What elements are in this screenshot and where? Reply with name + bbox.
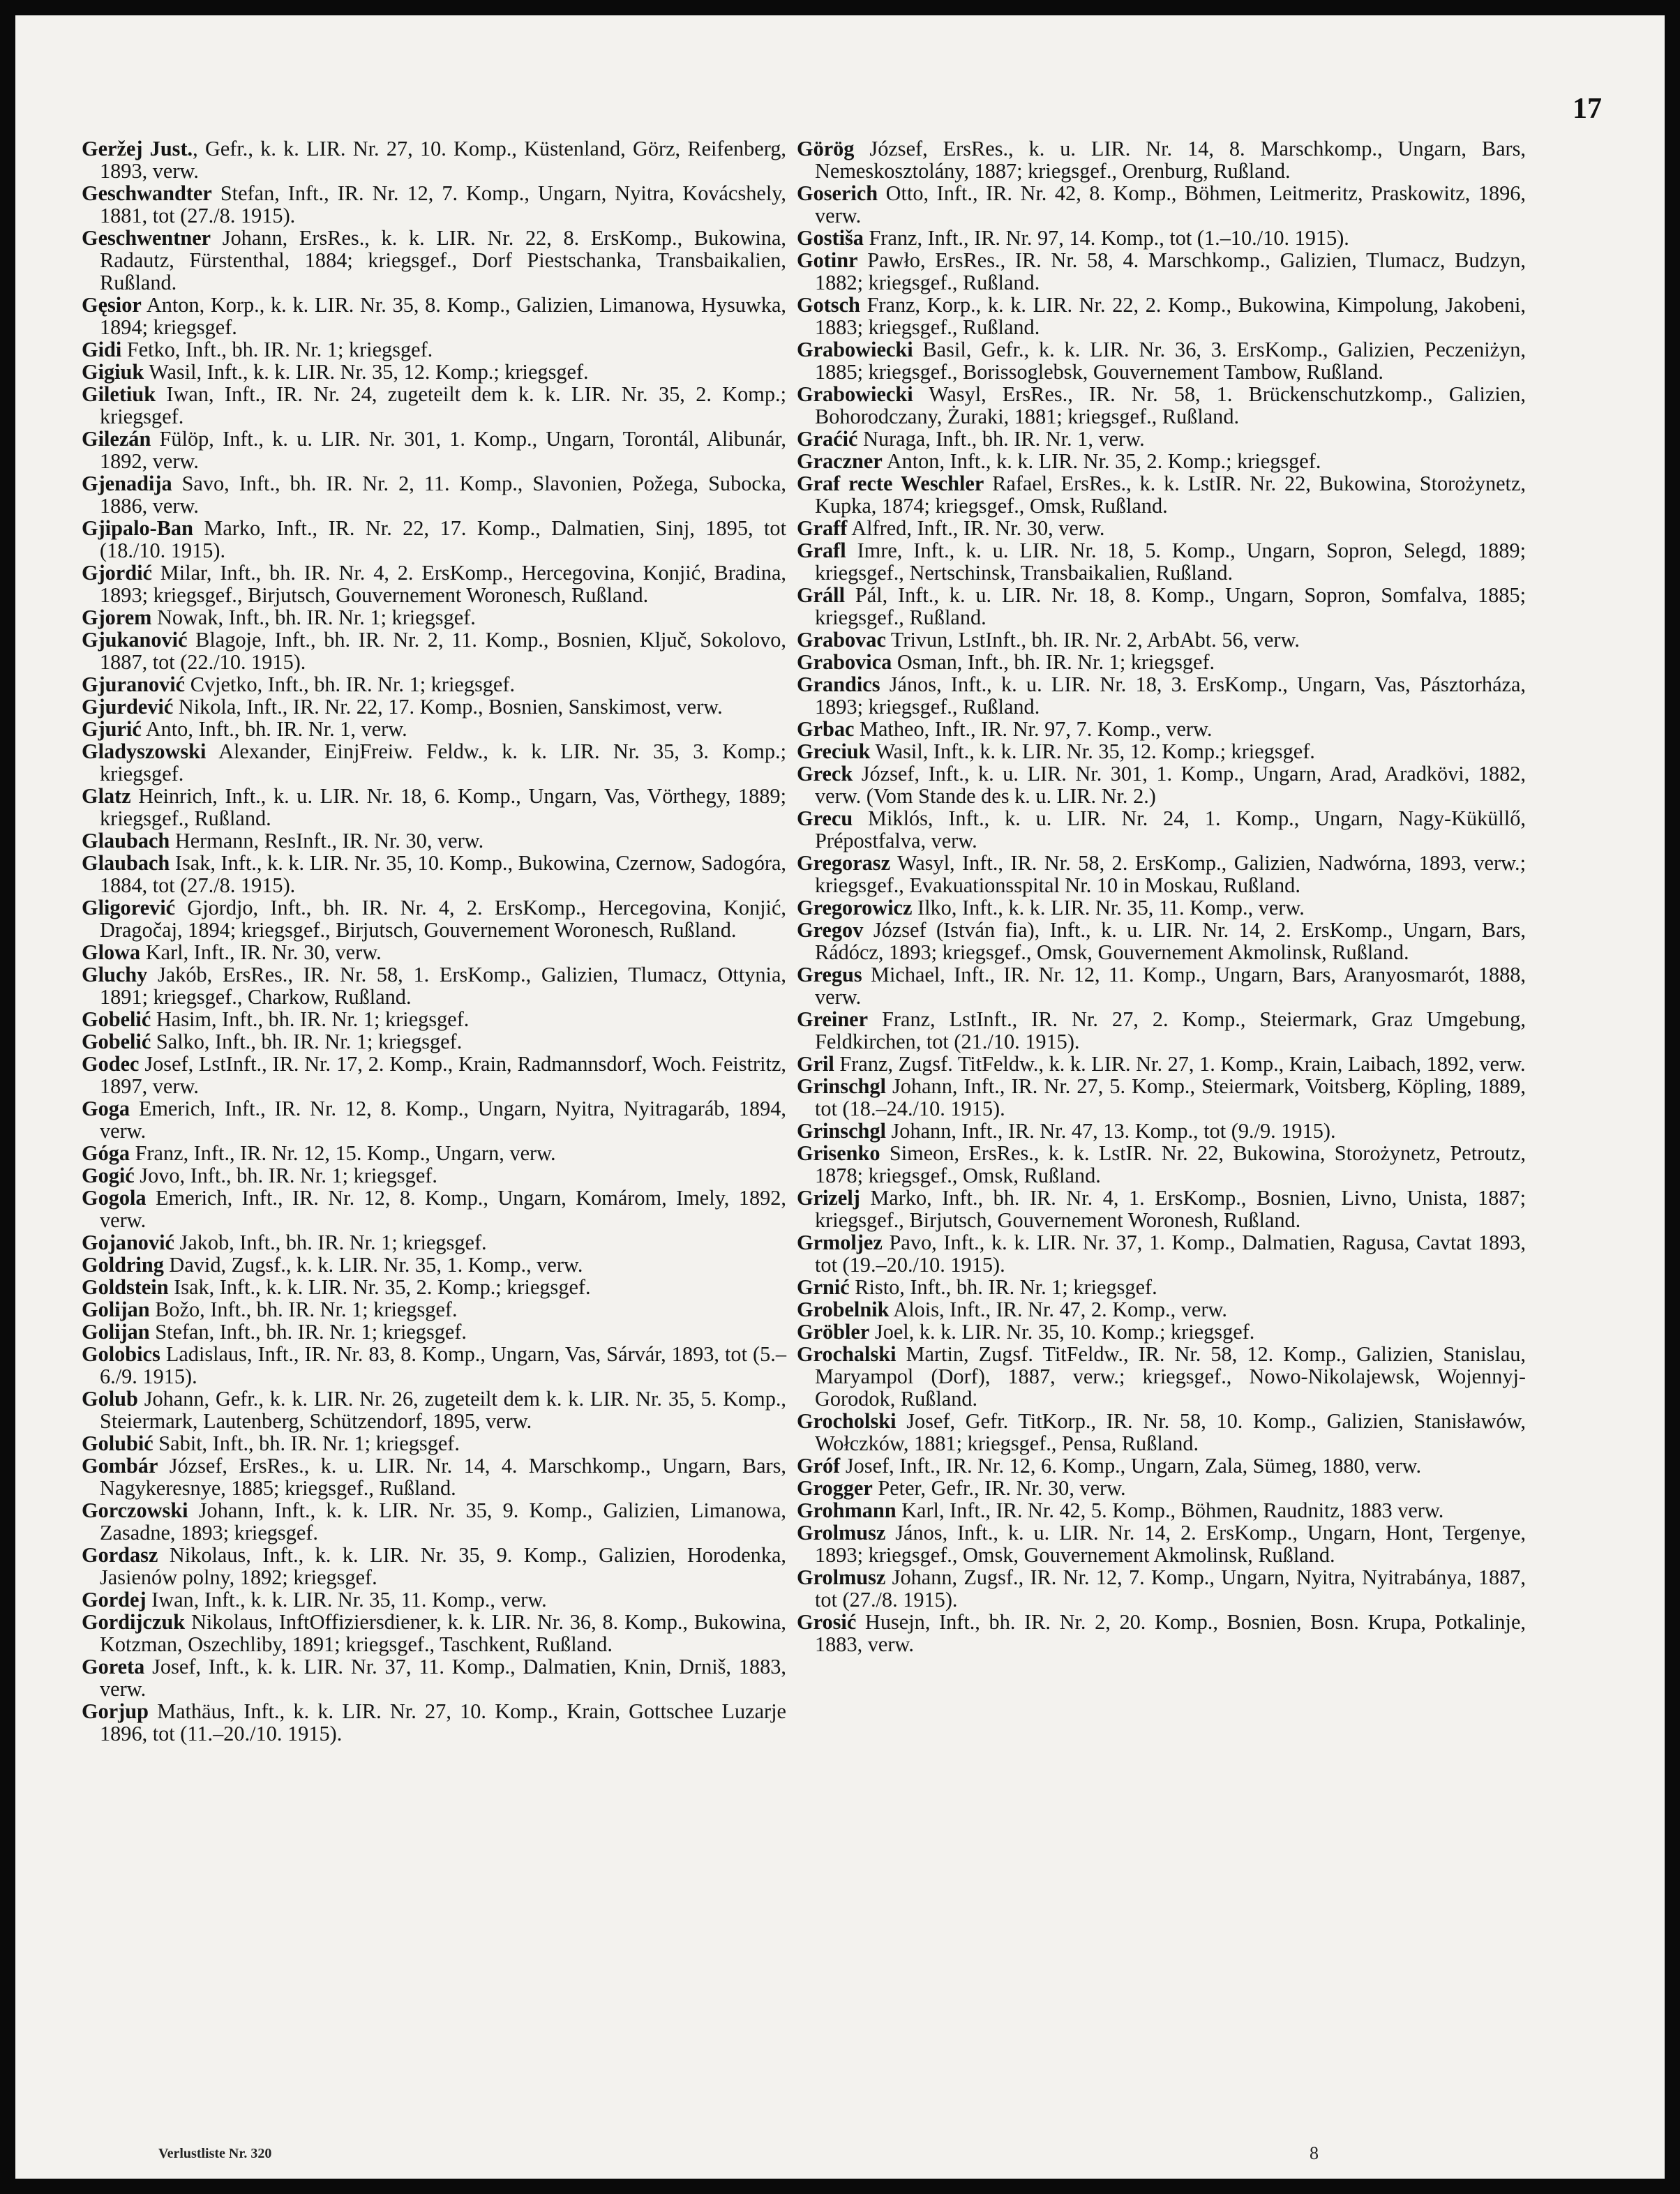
list-entry xyxy=(82,963,786,1008)
entry-details: Josef, Inft., k. k. LIR. Nr. 37, 11. Komp., Dalmatien, Knin, Drniš, 1883, verw. xyxy=(100,1655,786,1701)
entry-surname: Gigiuk xyxy=(82,360,144,384)
entry-details: Savo, Inft., bh. IR. Nr. 2, 11. Komp., Slavonien, Požega, Subocka, 1886, verw. xyxy=(100,472,786,518)
list-entry xyxy=(797,1455,1526,1477)
list-entry xyxy=(82,361,786,383)
entry-details: Pál, Inft., k. u. LIR. Nr. 18, 8. Komp., Ungarn, Sopron, Somfalva, 1885; kriegsgef., Rußland. xyxy=(815,583,1526,629)
list-entry xyxy=(797,1477,1526,1499)
entry-surname: Gojanović xyxy=(82,1231,174,1254)
entry-surname: Graćić xyxy=(797,427,858,451)
entry-surname: Gligorević xyxy=(82,896,176,919)
entry-details: Iwan, Inft., IR. Nr. 24, zugeteilt dem k. k. LIR. Nr. 35, 2. Komp.; kriegsgef. xyxy=(100,382,786,428)
entry-surname: Golijan xyxy=(82,1320,150,1344)
list-entry xyxy=(82,1343,786,1388)
entry-surname: Gjipalo-Ban xyxy=(82,516,193,540)
list-entry xyxy=(797,1410,1526,1455)
entry-details: Nikolaus, InftOffiziersdiener, k. k. LIR. Nr. 36, 8. Komp., Bukowina, Kotzman, Oszechliby, 1891; kriegsgef., Taschkent, Rußland. xyxy=(100,1610,786,1656)
entry-surname: Grochalski xyxy=(797,1342,897,1366)
entry-surname: Grocholski xyxy=(797,1409,897,1433)
list-entry xyxy=(82,1499,786,1544)
list-entry xyxy=(82,182,786,227)
entry-details: Risto, Inft., bh. IR. Nr. 1; kriegsgef. xyxy=(849,1275,1157,1299)
list-entry xyxy=(82,696,786,718)
list-entry xyxy=(797,1321,1526,1343)
entry-surname: Gjuranović xyxy=(82,673,186,696)
entry-details: Blagoje, Inft., bh. IR. Nr. 2, 11. Komp., Bosnien, Ključ, Sokolovo, 1887, tot (22./10. 1915). xyxy=(100,628,786,674)
entry-surname: Gordijczuk xyxy=(82,1610,186,1634)
list-entry xyxy=(82,562,786,606)
list-entry xyxy=(82,1164,786,1187)
entry-surname: Grinschgl xyxy=(797,1074,886,1098)
entry-details: Joel, k. k. LIR. Nr. 35, 10. Komp.; kriegsgef. xyxy=(869,1320,1255,1344)
entry-surname: Gjukanović xyxy=(82,628,188,652)
entry-surname: Grbac xyxy=(797,717,855,741)
entry-details: Simeon, ErsRes., k. k. LstIR. Nr. 22, Bukowina, Storożynetz, Petroutz, 1878; kriegsgef., Omsk, Rußland. xyxy=(815,1141,1526,1187)
entry-details: Emerich, Inft., IR. Nr. 12, 8. Komp., Ungarn, Nyitra, Nyitragaráb, 1894, verw. xyxy=(100,1097,786,1143)
entry-surname: Grinschgl xyxy=(797,1119,886,1143)
entry-details: Marko, Inft., IR. Nr. 22, 17. Komp., Dalmatien, Sinj, 1895, tot (18./10. 1915). xyxy=(100,516,786,562)
list-entry xyxy=(82,1588,786,1611)
entry-details: Alexander, EinjFreiw. Feldw., k. k. LIR. Nr. 35, 3. Komp.; kriegsgef. xyxy=(100,739,786,786)
entry-surname: Gorczowski xyxy=(82,1498,188,1522)
entry-details: Jakob, Inft., bh. IR. Nr. 1; kriegsgef. xyxy=(174,1231,487,1254)
list-entry xyxy=(797,1142,1526,1187)
entry-surname: Grisenko xyxy=(797,1141,880,1165)
entry-surname: Gotsch xyxy=(797,293,860,317)
entry-surname: Gladyszowski xyxy=(82,739,207,763)
entry-surname: Geschwentner xyxy=(82,226,211,250)
entry-details: Franz, Korp., k. k. LIR. Nr. 22, 2. Komp., Bukowina, Kimpolung, Jakobeni, 1883; kriegsgef., Rußland. xyxy=(815,293,1526,339)
list-entry xyxy=(797,852,1526,896)
list-entry xyxy=(82,137,786,182)
entry-surname: Grobelnik xyxy=(797,1298,890,1321)
list-entry xyxy=(82,1053,786,1097)
entry-surname: Grolmusz xyxy=(797,1521,886,1545)
entry-details: Franz, Zugsf. TitFeldw., k. k. LIR. Nr. 27, 1. Komp., Krain, Laibach, 1892, verw. xyxy=(834,1052,1526,1076)
entry-surname: Greck xyxy=(797,762,853,786)
entry-details: Basil, Gefr., k. k. LIR. Nr. 36, 3. ErsKomp., Galizien, Peczeniżyn, 1885; kriegsgef., Borissoglebsk, Gouvernement Tambow, Rußland. xyxy=(815,338,1526,384)
list-entry xyxy=(797,1566,1526,1611)
list-entry xyxy=(797,517,1526,539)
list-entry xyxy=(82,227,786,294)
list-entry xyxy=(797,896,1526,919)
entry-surname: Graczner xyxy=(797,449,883,473)
list-entry xyxy=(797,807,1526,852)
entry-details: Wasyl, ErsRes., IR. Nr. 58, 1. Brückenschutzkomp., Galizien, Bohorodczany, Żuraki, 1881; kriegsgef., Rußland. xyxy=(815,382,1526,428)
entry-details: Isak, Inft., k. k. LIR. Nr. 35, 10. Komp., Bukowina, Czernow, Sadogóra, 1884, tot (27./8. 1915). xyxy=(100,851,786,897)
list-entry xyxy=(82,1276,786,1298)
entry-details: Ilko, Inft., k. k. LIR. Nr. 35, 11. Komp., verw. xyxy=(912,896,1305,919)
entry-surname: Gombár xyxy=(82,1454,158,1478)
left-column xyxy=(82,137,786,1745)
list-entry xyxy=(797,629,1526,651)
entry-surname: Gordasz xyxy=(82,1543,158,1567)
entry-surname: Gjordić xyxy=(82,561,152,585)
list-entry xyxy=(797,338,1526,383)
document-page xyxy=(15,15,1665,2179)
entry-details: Nikolaus, Inft., k. k. LIR. Nr. 35, 9. Komp., Galizien, Horodenka, Jasienów polny, 1892; kriegsgef. xyxy=(100,1543,786,1589)
list-entry xyxy=(82,383,786,428)
entry-details: Franz, Inft., IR. Nr. 12, 15. Komp., Ungarn, verw. xyxy=(130,1141,556,1165)
entry-surname: Gróf xyxy=(797,1454,841,1478)
entry-surname: Gjurić xyxy=(82,717,142,741)
list-entry xyxy=(797,919,1526,963)
entry-surname: Golijan xyxy=(82,1298,150,1321)
list-entry xyxy=(797,1611,1526,1655)
right-column xyxy=(797,137,1526,1655)
list-entry xyxy=(82,1321,786,1343)
list-entry xyxy=(82,338,786,361)
list-entry xyxy=(797,450,1526,472)
entry-details: József, Inft., k. u. LIR. Nr. 301, 1. Komp., Ungarn, Arad, Aradkövi, 1882, verw. (Vom Stande des k. u. LIR. Nr. 2.) xyxy=(815,762,1526,808)
entry-details: Johann, Gefr., k. k. LIR. Nr. 26, zugeteilt dem k. k. LIR. Nr. 35, 5. Komp., Steiermark, Lautenberg, Schützendorf, 1895, verw. xyxy=(100,1387,786,1433)
entry-surname: Gregorowicz xyxy=(797,896,913,919)
list-entry xyxy=(82,1432,786,1455)
list-entry xyxy=(82,1097,786,1142)
entry-details: Karl, Inft., IR. Nr. 30, verw. xyxy=(140,940,382,964)
entry-details: Pavo, Inft., k. k. LIR. Nr. 37, 1. Komp., Dalmatien, Ragusa, Cavtat 1893, tot (19.–20./10. 1915). xyxy=(815,1231,1526,1277)
list-entry xyxy=(797,651,1526,673)
list-entry xyxy=(797,1075,1526,1120)
entry-surname: Glatz xyxy=(82,784,131,808)
list-entry xyxy=(797,762,1526,807)
entry-details: Ladislaus, Inft., IR. Nr. 83, 8. Komp., Ungarn, Vas, Sárvár, 1893, tot (5.–6./9. 1915). xyxy=(100,1342,786,1388)
list-entry xyxy=(82,941,786,963)
entry-details: Husejn, Inft., bh. IR. Nr. 2, 20. Komp., Bosnien, Bosn. Krupa, Potkalinje, 1883, verw. xyxy=(815,1610,1526,1656)
entry-surname: Glowa xyxy=(82,940,141,964)
list-entry xyxy=(797,718,1526,740)
list-entry xyxy=(82,294,786,338)
entry-surname: Glaubach xyxy=(82,851,170,875)
entry-details: Božo, Inft., bh. IR. Nr. 1; kriegsgef. xyxy=(149,1298,458,1321)
entry-details: Mathäus, Inft., k. k. LIR. Nr. 27, 10. Komp., Krain, Gottschee Luzarje 1896, tot (11.–20./10. 1915). xyxy=(100,1699,786,1745)
entry-surname: Görög xyxy=(797,137,855,160)
list-entry xyxy=(82,1700,786,1745)
list-entry xyxy=(82,517,786,562)
footer-sheet-number: 8 xyxy=(1310,2143,1319,2163)
entry-surname: Gjurdević xyxy=(82,695,174,719)
entry-surname: Grabovica xyxy=(797,650,892,674)
list-entry xyxy=(82,1298,786,1321)
list-entry xyxy=(82,606,786,629)
entry-details: Michael, Inft., IR. Nr. 12, 11. Komp., Ungarn, Bars, Aranyosmarót, 1888, verw. xyxy=(815,963,1526,1009)
list-entry xyxy=(797,428,1526,450)
entry-surname: Glaubach xyxy=(82,829,170,852)
entry-surname: Greiner xyxy=(797,1007,869,1031)
page-footer xyxy=(15,2143,1665,2167)
list-entry xyxy=(82,829,786,852)
entry-surname: Grabowiecki xyxy=(797,382,913,406)
entry-surname: Giletiuk xyxy=(82,382,156,406)
entry-details: Johann, Inft., IR. Nr. 27, 5. Komp., Steiermark, Voitsberg, Köpling, 1889, tot (18.–24./10. 1915). xyxy=(815,1074,1526,1120)
entry-details: József (István fia), Inft., k. u. LIR. Nr. 14, 2. ErsKomp., Ungarn, Bars, Rádócz, 1893; kriegsgef., Omsk, Gouvernement Akmolinsk, Rußland. xyxy=(815,918,1526,964)
entry-surname: Gęsior xyxy=(82,293,142,317)
entry-details: Miklós, Inft., k. u. LIR. Nr. 24, 1. Komp., Ungarn, Nagy-Küküllő, Prépostfalva, verw. xyxy=(815,806,1526,852)
entry-surname: Graf recte Weschler xyxy=(797,472,984,495)
list-entry xyxy=(82,1231,786,1254)
entry-surname: Gobelić xyxy=(82,1030,151,1053)
entry-details: József, ErsRes., k. u. LIR. Nr. 14, 4. Marschkomp., Ungarn, Bars, Nagykeresnye, 1885; kriegsgef., Rußland. xyxy=(100,1454,786,1500)
list-entry xyxy=(82,740,786,785)
entry-surname: Gril xyxy=(797,1052,834,1076)
footer-signature: Verlustliste Nr. 320 xyxy=(158,2146,272,2161)
list-entry xyxy=(797,1499,1526,1521)
list-entry xyxy=(82,673,786,696)
list-entry xyxy=(797,673,1526,718)
entry-surname: Gotinr xyxy=(797,248,858,272)
entry-details: Isak, Inft., k. k. LIR. Nr. 35, 2. Komp.; kriegsgef. xyxy=(168,1275,591,1299)
entry-details: Nowak, Inft., bh. IR. Nr. 1; kriegsgef. xyxy=(151,606,476,629)
list-entry xyxy=(82,629,786,673)
entry-details: Nikola, Inft., IR. Nr. 22, 17. Komp., Bosnien, Sanskimost, verw. xyxy=(173,695,723,719)
entry-surname: Gjorem xyxy=(82,606,152,629)
list-entry xyxy=(82,472,786,517)
list-entry xyxy=(797,1298,1526,1321)
entry-details: Stefan, Inft., IR. Nr. 12, 7. Komp., Ungarn, Nyitra, Kovácshely, 1881, tot (27./8. 1915). xyxy=(100,181,786,227)
entry-details: David, Zugsf., k. k. LIR. Nr. 35, 1. Komp., verw. xyxy=(163,1253,583,1277)
entry-details: Wasil, Inft., k. k. LIR. Nr. 35, 12. Komp.; kriegsgef. xyxy=(144,360,589,384)
entry-details: , Gefr., k. k. LIR. Nr. 27, 10. Komp., Küstenland, Görz, Reifenberg, 1893, verw. xyxy=(100,137,786,183)
entry-surname: Goreta xyxy=(82,1655,145,1678)
entry-details: Jakób, ErsRes., IR. Nr. 58, 1. ErsKomp., Galizien, Tlumacz, Ottynia, 1891; kriegsgef., Charkow, Rußland. xyxy=(100,963,786,1009)
list-entry xyxy=(82,1008,786,1030)
entry-details: Johann, Inft., IR. Nr. 47, 13. Komp., tot (9./9. 1915). xyxy=(885,1119,1336,1143)
entry-details: Iwan, Inft., k. k. LIR. Nr. 35, 11. Komp., verw. xyxy=(146,1588,547,1611)
list-entry xyxy=(82,1655,786,1700)
entry-details: Jovo, Inft., bh. IR. Nr. 1; kriegsgef. xyxy=(134,1164,437,1187)
entry-details: János, Inft., k. u. LIR. Nr. 14, 2. ErsKomp., Ungarn, Hont, Tergenye, 1893; kriegsgef., Omsk, Gouvernement Akmolinsk, Rußland. xyxy=(815,1521,1526,1567)
list-entry xyxy=(82,896,786,941)
list-entry xyxy=(82,428,786,472)
entry-surname: Gregov xyxy=(797,918,864,942)
list-entry xyxy=(797,249,1526,294)
entry-details: Franz, Inft., IR. Nr. 97, 14. Komp., tot (1.–10./10. 1915). xyxy=(863,226,1349,250)
list-entry xyxy=(797,1008,1526,1053)
entry-surname: Golub xyxy=(82,1387,138,1411)
entry-surname: Grmoljez xyxy=(797,1231,883,1254)
entry-details: Cvjetko, Inft., bh. IR. Nr. 1; kriegsgef. xyxy=(185,673,516,696)
entry-details: Josef, LstInft., IR. Nr. 17, 2. Komp., Krain, Radmannsdorf, Woch. Feistritz, 1897, verw. xyxy=(100,1052,786,1098)
entry-details: Peter, Gefr., IR. Nr. 30, verw. xyxy=(872,1476,1126,1500)
list-entry xyxy=(797,1120,1526,1142)
entry-details: Hasim, Inft., bh. IR. Nr. 1; kriegsgef. xyxy=(151,1007,470,1031)
entry-surname: Geržej Just. xyxy=(82,137,193,160)
entry-surname: Greciuk xyxy=(797,739,871,763)
list-entry xyxy=(797,1231,1526,1276)
entry-surname: Grandics xyxy=(797,673,880,696)
list-entry xyxy=(82,1388,786,1432)
entry-details: Imre, Inft., k. u. LIR. Nr. 18, 5. Komp., Ungarn, Sopron, Selegd, 1889; kriegsgef., Nertschinsk, Transbaikalien, Rußland. xyxy=(815,539,1526,585)
page-number: 17 xyxy=(1573,93,1602,125)
list-entry xyxy=(797,472,1526,517)
list-entry xyxy=(797,584,1526,629)
entry-surname: Gobelić xyxy=(82,1007,151,1031)
entry-details: Osman, Inft., bh. IR. Nr. 1; kriegsgef. xyxy=(892,650,1215,674)
entry-details: Johann, Zugsf., IR. Nr. 12, 7. Komp., Ungarn, Nyitra, Nyitrabánya, 1887, tot (27./8. 1915). xyxy=(815,1565,1526,1611)
entry-surname: Golubić xyxy=(82,1432,153,1455)
entry-details: Josef, Inft., IR. Nr. 12, 6. Komp., Ungarn, Zala, Sümeg, 1880, verw. xyxy=(840,1454,1422,1478)
entry-details: Sabit, Inft., bh. IR. Nr. 1; kriegsgef. xyxy=(153,1432,460,1455)
entry-details: Johann, Inft., k. k. LIR. Nr. 35, 9. Komp., Galizien, Limanowa, Zasadne, 1893; kriegsgef. xyxy=(100,1498,786,1545)
entry-surname: Goldring xyxy=(82,1253,164,1277)
list-entry xyxy=(797,539,1526,584)
entry-surname: Goga xyxy=(82,1097,130,1120)
entry-surname: Grosić xyxy=(797,1610,857,1634)
list-entry xyxy=(82,1187,786,1231)
entry-surname: Gidi xyxy=(82,338,122,361)
list-entry xyxy=(82,852,786,896)
entry-surname: Graff xyxy=(797,516,848,540)
entry-surname: Grogger xyxy=(797,1476,873,1500)
entry-surname: Grecu xyxy=(797,806,853,830)
entry-surname: Gregus xyxy=(797,963,862,986)
entry-surname: Geschwandter xyxy=(82,181,212,205)
entry-surname: Gráll xyxy=(797,583,845,607)
entry-details: Alois, Inft., IR. Nr. 47, 2. Komp., verw. xyxy=(889,1298,1227,1321)
entry-details: Stefan, Inft., bh. IR. Nr. 1; kriegsgef. xyxy=(149,1320,467,1344)
entry-details: Anton, Korp., k. k. LIR. Nr. 35, 8. Komp., Galizien, Limanowa, Hysuwka, 1894; kriegsgef. xyxy=(100,293,786,339)
entry-surname: Gogola xyxy=(82,1186,147,1210)
list-entry xyxy=(797,1187,1526,1231)
entry-surname: Gröbler xyxy=(797,1320,870,1344)
entry-details: Johann, ErsRes., k. k. LIR. Nr. 22, 8. ErsKomp., Bukowina, Radautz, Fürstenthal, 1884; kriegsgef., Dorf Piestschanka, Transbaikalien, Rußland. xyxy=(100,226,786,294)
entry-details: Trivun, LstInft., bh. IR. Nr. 2, ArbAbt. 56, verw. xyxy=(885,628,1300,652)
entry-surname: Góga xyxy=(82,1141,130,1165)
entry-details: Hermann, ResInft., IR. Nr. 30, verw. xyxy=(170,829,484,852)
entry-details: Wasil, Inft., k. k. LIR. Nr. 35, 12. Komp.; kriegsgef. xyxy=(870,739,1315,763)
entry-details: Anton, Inft., k. k. LIR. Nr. 35, 2. Komp.; kriegsgef. xyxy=(882,449,1321,473)
list-entry xyxy=(797,1276,1526,1298)
entry-details: Rafael, ErsRes., k. k. LstIR. Nr. 22, Bukowina, Storożynetz, Kupka, 1874; kriegsgef., Omsk, Rußland. xyxy=(815,472,1526,518)
entry-details: Josef, Gefr. TitKorp., IR. Nr. 58, 10. Komp., Galizien, Stanisławów, Wołczków, 1881; kriegsgef., Pensa, Rußland. xyxy=(815,1409,1526,1455)
entry-details: Fetko, Inft., bh. IR. Nr. 1; kriegsgef. xyxy=(121,338,433,361)
entry-surname: Gorjup xyxy=(82,1699,149,1723)
entry-surname: Grohmann xyxy=(797,1498,897,1522)
entry-surname: Gostiša xyxy=(797,226,864,250)
entry-details: Martin, Zugsf. TitFeldw., IR. Nr. 58, 12. Komp., Galizien, Stanislau, Maryampol (Dorf), 1887, verw.; kriegsgef., Nowo-Nikolajewsk, Wojennyj-Gorodok, Rußland. xyxy=(815,1342,1526,1411)
entry-surname: Goldstein xyxy=(82,1275,169,1299)
list-entry xyxy=(82,1611,786,1655)
list-entry xyxy=(797,383,1526,428)
list-entry xyxy=(797,1343,1526,1410)
entry-surname: Gogić xyxy=(82,1164,135,1187)
entry-details: Matheo, Inft., IR. Nr. 97, 7. Komp., verw. xyxy=(854,717,1213,741)
entry-details: Emerich, Inft., IR. Nr. 12, 8. Komp., Ungarn, Komárom, Imely, 1892, verw. xyxy=(100,1186,786,1232)
entry-details: Franz, LstInft., IR. Nr. 27, 2. Komp., Steiermark, Graz Umgebung, Feldkirchen, tot (21./10. 1915). xyxy=(815,1007,1526,1053)
entry-details: Wasyl, Inft., IR. Nr. 58, 2. ErsKomp., Galizien, Nadwórna, 1893, verw.; kriegsgef., Evakuationsspital Nr. 10 in Moskau, Rußland. xyxy=(815,851,1526,897)
entry-surname: Golobics xyxy=(82,1342,160,1366)
list-entry xyxy=(797,294,1526,338)
entry-details: Salko, Inft., bh. IR. Nr. 1; kriegsgef. xyxy=(151,1030,463,1053)
entry-surname: Gjenadija xyxy=(82,472,172,495)
entry-details: Heinrich, Inft., k. u. LIR. Nr. 18, 6. Komp., Ungarn, Vas, Vörthegy, 1889; kriegsgef., Rußland. xyxy=(100,784,786,830)
list-entry xyxy=(797,1521,1526,1566)
entry-details: Gjordjo, Inft., bh. IR. Nr. 4, 2. ErsKomp., Hercegovina, Konjić, Dragočaj, 1894; kriegsgef., Birjutsch, Gouvernement Woronesch, Rußland. xyxy=(100,896,786,942)
list-entry xyxy=(797,227,1526,249)
entry-surname: Grolmusz xyxy=(797,1565,886,1589)
entry-surname: Gordej xyxy=(82,1588,147,1611)
list-entry xyxy=(82,1455,786,1499)
list-entry xyxy=(797,740,1526,762)
list-entry xyxy=(82,785,786,829)
entry-surname: Gregorasz xyxy=(797,851,891,875)
entry-surname: Grnić xyxy=(797,1275,850,1299)
entry-details: Otto, Inft., IR. Nr. 42, 8. Komp., Böhmen, Leitmeritz, Praskowitz, 1896, verw. xyxy=(815,181,1526,227)
list-entry xyxy=(82,1544,786,1588)
entry-details: Milar, Inft., bh. IR. Nr. 4, 2. ErsKomp., Hercegovina, Konjić, Bradina, 1893; kriegsgef., Birjutsch, Gouvernement Woronesch, Rußland. xyxy=(100,561,786,607)
list-entry xyxy=(797,963,1526,1008)
entry-surname: Grizelj xyxy=(797,1186,860,1210)
entry-details: Nuraga, Inft., bh. IR. Nr. 1, verw. xyxy=(857,427,1145,451)
entry-details: János, Inft., k. u. LIR. Nr. 18, 3. ErsKomp., Ungarn, Vas, Pásztorháza, 1893; kriegsgef., Rußland. xyxy=(815,673,1526,719)
entry-details: Marko, Inft., bh. IR. Nr. 4, 1. ErsKomp., Bosnien, Livno, Unista, 1887; kriegsgef., Birjutsch, Gouvernement Woronesh, Rußland. xyxy=(815,1186,1526,1232)
entry-surname: Grafl xyxy=(797,539,846,562)
list-entry xyxy=(797,137,1526,182)
list-entry xyxy=(797,182,1526,227)
entry-details: Pawło, ErsRes., IR. Nr. 58, 4. Marschkomp., Galizien, Tlumacz, Budzyn, 1882; kriegsgef., Rußland. xyxy=(815,248,1526,294)
entry-surname: Godec xyxy=(82,1052,140,1076)
list-entry xyxy=(82,1030,786,1053)
entry-surname: Gilezán xyxy=(82,427,151,451)
list-entry xyxy=(82,1254,786,1276)
entry-details: Fülöp, Inft., k. u. LIR. Nr. 301, 1. Komp., Ungarn, Torontál, Alibunár, 1892, verw. xyxy=(100,427,786,473)
entry-details: Anto, Inft., bh. IR. Nr. 1, verw. xyxy=(141,717,407,741)
list-entry xyxy=(82,1142,786,1164)
entry-surname: Goserich xyxy=(797,181,878,205)
entry-surname: Grabowiecki xyxy=(797,338,913,361)
entry-details: Karl, Inft., IR. Nr. 42, 5. Komp., Böhmen, Raudnitz, 1883 verw. xyxy=(896,1498,1444,1522)
entry-details: Alfred, Inft., IR. Nr. 30, verw. xyxy=(847,516,1105,540)
entry-details: József, ErsRes., k. u. LIR. Nr. 14, 8. Marschkomp., Ungarn, Bars, Nemeskosztolány, 1887; kriegsgef., Orenburg, Rußland. xyxy=(815,137,1526,183)
list-entry xyxy=(797,1053,1526,1075)
entry-surname: Gluchy xyxy=(82,963,148,986)
list-entry xyxy=(82,718,786,740)
entry-surname: Grabovac xyxy=(797,628,886,652)
